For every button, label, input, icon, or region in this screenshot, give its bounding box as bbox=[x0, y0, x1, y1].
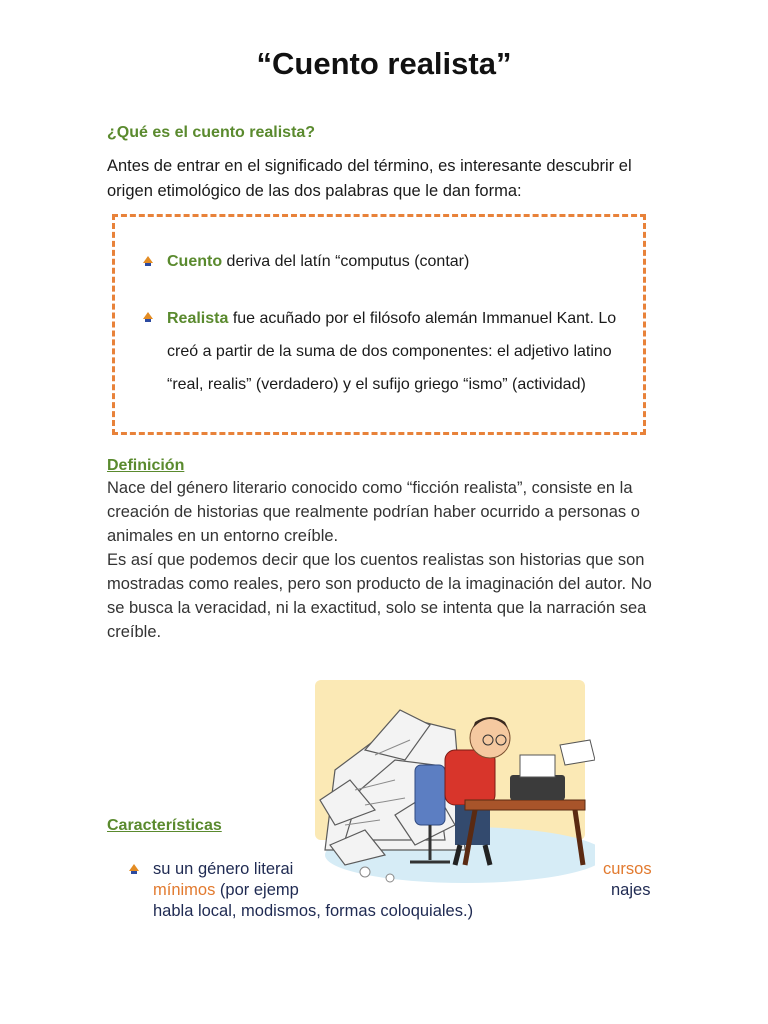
etymology-term: Realista bbox=[167, 310, 229, 327]
definition-heading: Definición bbox=[107, 457, 185, 474]
intro-paragraph: Antes de entrar en el significado del término, es interesante descubrir el origen etimológico de las dos palabras que le dan forma: bbox=[107, 157, 632, 200]
characteristics-heading: Características bbox=[107, 817, 222, 834]
arrow-bullet-icon bbox=[143, 256, 153, 263]
characteristic-text: (por ejemp bbox=[215, 881, 299, 899]
characteristic-text: su un género literai bbox=[153, 860, 294, 878]
page-title: “Cuento realista” bbox=[256, 46, 512, 81]
characteristic-text: habla local, modismos, formas coloquiales.) bbox=[153, 902, 474, 920]
characteristic-text: najes bbox=[611, 881, 651, 899]
question-heading: ¿Qué es el cuento realista? bbox=[107, 124, 316, 141]
definition-body bbox=[107, 476, 652, 644]
etymology-term: Cuento bbox=[167, 253, 223, 270]
etymology-text: deriva del latín “computus (contar) bbox=[222, 253, 470, 270]
writer-at-typewriter-illustration bbox=[305, 650, 595, 890]
arrow-bullet-icon bbox=[143, 312, 153, 319]
arrow-bullet-icon bbox=[129, 864, 139, 871]
characteristic-highlight: mínimos bbox=[153, 881, 216, 899]
etymology-item bbox=[143, 250, 633, 274]
etymology-item bbox=[143, 302, 633, 401]
etymology-text: fue acuñado por el filósofo alemán Immanuel Kant. Lo creó a partir de la suma de dos componentes: el adjetivo latino “real, realis” (verdadero) y el sufijo griego “ismo” (actividad) bbox=[167, 310, 617, 393]
definition-paragraph: Nace del género literario conocido como “ficción realista”, consiste en la creación de historias que realmente podrían haber ocurrido a personas o animales en un entorno creíble. bbox=[107, 479, 640, 545]
definition-paragraph: Es así que podemos decir que los cuentos realistas son historias que son mostradas como reales, pero son producto de la imaginación del autor. No se busca la veracidad, ni la exactitud, solo se intenta que la narración sea creíble. bbox=[107, 551, 652, 641]
characteristic-highlight: cursos bbox=[603, 860, 652, 878]
